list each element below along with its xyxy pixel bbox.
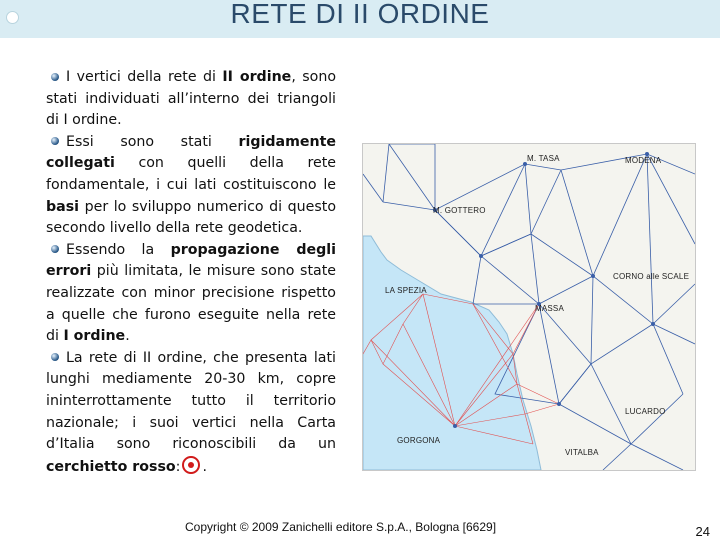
p3-bold: propagazione degli errori xyxy=(46,241,336,280)
bullet-icon xyxy=(51,353,59,361)
map-label-vitalba: VITALBA xyxy=(565,448,599,457)
map-label-corno: CORNO alle SCALE xyxy=(613,272,690,281)
map-label-spezia: LA SPEZIA xyxy=(385,286,427,295)
paragraph-3 xyxy=(46,240,336,348)
p4-period: . xyxy=(202,458,207,475)
vertex-corno xyxy=(591,274,595,278)
bullet-icon xyxy=(51,245,59,253)
paragraph-1 xyxy=(46,67,336,132)
paragraph-4 xyxy=(46,348,336,479)
p2-text-end: per lo sviluppo numerico di questo secondo livello della rete geodetica. xyxy=(46,198,336,237)
p3-bold-ordine: I ordine xyxy=(63,328,126,345)
p2-bold-basi: basi xyxy=(46,198,80,215)
slide-title: RETE DI II ORDINE xyxy=(230,0,490,29)
map-label-gottero: M. GOTTERO xyxy=(433,206,486,215)
p2-bold: rigidamente collegati xyxy=(46,133,336,172)
bullet-icon xyxy=(51,73,59,81)
p2-text: Essi sono stati xyxy=(66,133,239,150)
map-label-lucardo: LUCARDO xyxy=(625,407,666,416)
p3-text-mid: più limitata, le misure sono state realizzate con minor precisione rispetto a quelle che furono eseguite nella rete di xyxy=(46,263,336,345)
page-number: 24 xyxy=(695,524,710,539)
paragraph-2 xyxy=(46,132,336,240)
p1-text-end: , sono stati individuati all’interno dei triangoli di I ordine. xyxy=(46,69,337,129)
slide-body xyxy=(46,67,336,478)
vertex-lucardo xyxy=(651,322,655,326)
p2-text-mid: con quelli della rete fondamentale, i cui lati costituiscono le xyxy=(46,155,336,193)
copyright-footer: Copyright © 2009 Zanichelli editore S.p.A., Bologna [6629] xyxy=(185,520,497,534)
bullet-icon xyxy=(51,137,59,145)
map-label-gorgona: GORGONA xyxy=(397,436,441,445)
p4-bold: cerchietto rosso xyxy=(46,458,176,475)
map-label-modena: MODENA xyxy=(625,156,662,165)
p3-text: Essendo la xyxy=(66,241,171,258)
p4-text: La rete di II ordine, che presenta lati lunghi mediamente 20-30 km, copre ininterrottamente tutto il territorio nazionale; i suoi vertici nella Carta d’Italia sono riconoscibili da un xyxy=(46,349,336,453)
p4-colon: : xyxy=(175,458,181,475)
vertex-vitalba xyxy=(557,402,561,406)
map-graphic xyxy=(363,144,695,470)
red-circle-symbol-icon xyxy=(182,456,200,474)
p3-text-end: . xyxy=(125,328,130,345)
geodetic-network-map xyxy=(362,143,696,471)
title-bar xyxy=(0,0,720,38)
p1-bold: II ordine xyxy=(222,69,292,85)
vertex-spezia xyxy=(479,254,483,258)
vertex-gorgona xyxy=(453,424,457,428)
map-label-massa: MASSA xyxy=(535,304,565,313)
p1-text: I vertici della rete di xyxy=(66,69,223,85)
map-label-mtasa: M. TASA xyxy=(527,154,560,163)
